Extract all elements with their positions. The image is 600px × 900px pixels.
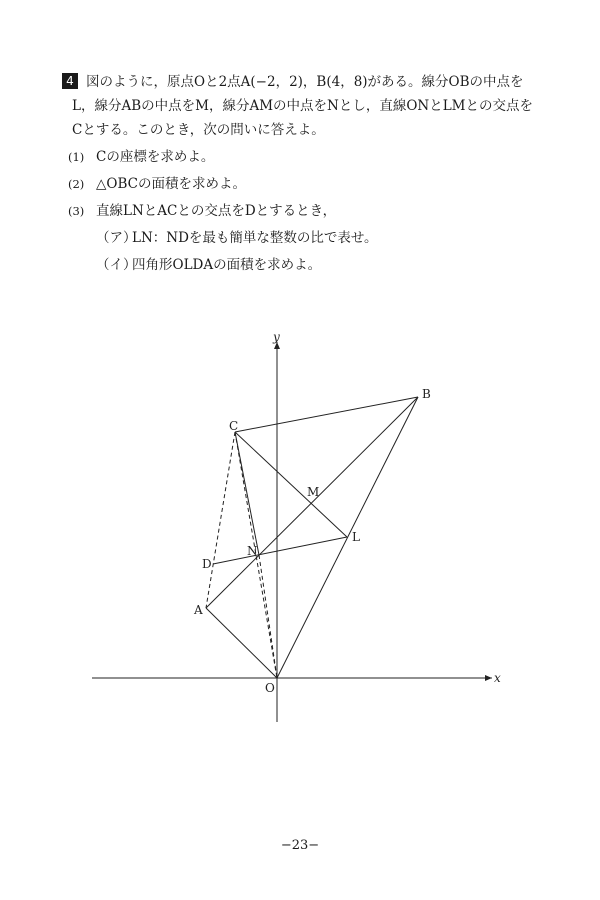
x-axis-label: x <box>494 671 501 685</box>
point-label-B: B <box>422 387 431 401</box>
point-label-N: N <box>247 544 258 558</box>
point-label-L: L <box>352 530 360 544</box>
subquestion-number: （イ） <box>96 257 137 273</box>
question-number: (3) <box>68 204 85 218</box>
question-text: 直線LNとACとの交点をDとするとき， <box>96 203 337 219</box>
segment-DL <box>213 537 347 564</box>
y-axis-label: y <box>273 330 280 344</box>
statement-line-2: L，線分ABの中点をM，線分AMの中点をNとし，直線ONとLMとの交点を <box>72 98 534 114</box>
question-text: Cの座標を求めよ。 <box>96 149 215 165</box>
question-text: △OBCの面積を求めよ。 <box>96 176 246 192</box>
page-number: −23− <box>280 838 320 853</box>
problem-statement <box>62 70 562 142</box>
point-label-A: A <box>194 603 203 617</box>
statement-line-1: 図のように，原点Oと2点A(−2，2)，B(4，8)がある。線分OBの中点を <box>86 74 524 90</box>
problem-number-badge: 4 <box>62 73 78 89</box>
question-number: (1) <box>68 150 85 164</box>
question-1 <box>62 145 562 169</box>
problem-block <box>62 70 562 277</box>
statement-line-3: Cとする。このとき，次の問いに答えよ。 <box>72 122 325 138</box>
segment-CB <box>235 397 418 432</box>
segment-CA-dashed <box>206 432 235 608</box>
point-label-D: D <box>202 557 212 571</box>
point-label-C: C <box>229 419 239 433</box>
segment-NO-dashed <box>259 555 277 678</box>
question-number: (2) <box>68 177 85 191</box>
point-label-O: O <box>265 681 275 695</box>
question-3 <box>62 199 562 223</box>
subquestion-a <box>62 226 562 250</box>
subquestion-text: LN：NDを最も簡単な整数の比で表せ。 <box>132 230 378 246</box>
question-2 <box>62 172 562 196</box>
point-label-M: M <box>307 485 320 499</box>
subquestion-number: （ア） <box>96 230 137 246</box>
subquestion-text: 四角形OLDAの面積を求めよ。 <box>132 257 322 273</box>
geometry-figure <box>0 320 600 740</box>
segment-OB <box>277 397 418 678</box>
subquestion-b <box>62 253 562 277</box>
